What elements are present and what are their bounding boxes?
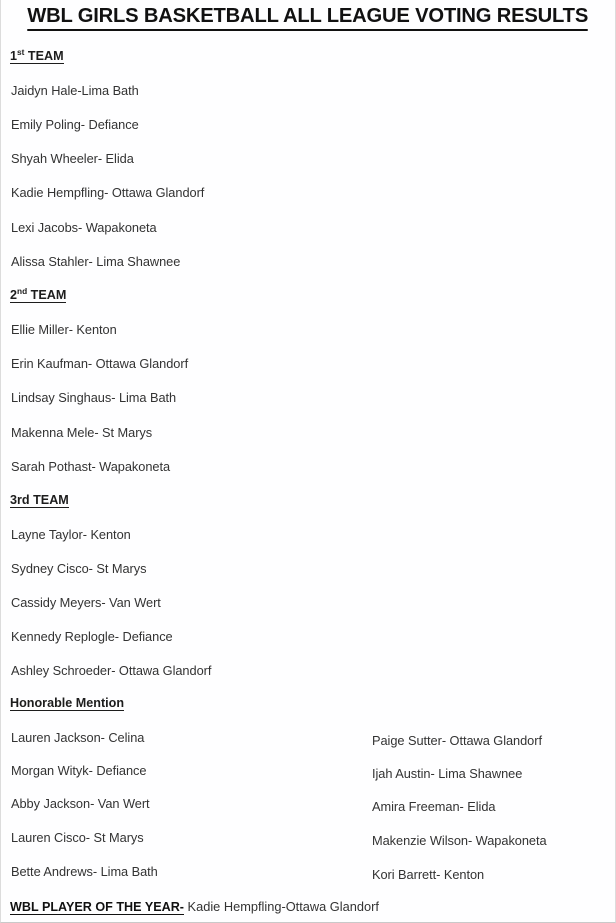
page-title [1, 4, 615, 31]
list-item: Jaidyn Hale-Lima Bath [11, 83, 139, 98]
list-item: Shyah Wheeler- Elida [11, 151, 134, 166]
section-heading-rest: TEAM [24, 49, 64, 63]
list-item: Cassidy Meyers- Van Wert [11, 595, 161, 610]
list-item: Abby Jackson- Van Wert [11, 796, 150, 811]
player-of-the-year-value: Kadie Hempfling-Ottawa Glandorf [184, 899, 379, 914]
list-item: Paige Sutter- Ottawa Glandorf [372, 733, 542, 748]
list-item: Lexi Jacobs- Wapakoneta [11, 220, 157, 235]
list-item: Lindsay Singhaus- Lima Bath [11, 390, 177, 405]
section-heading-number: 3rd [10, 493, 30, 507]
list-item: Makenna Mele- St Marys [11, 425, 153, 440]
list-item: Morgan Wityk- Defiance [11, 763, 147, 778]
section-heading-number: 2 [10, 288, 18, 302]
section-heading-honorable-mention [10, 696, 124, 711]
section-heading-rest: TEAM [27, 288, 67, 302]
player-of-the-year [10, 899, 379, 914]
page-title-text: WBL GIRLS BASKETBALL ALL LEAGUE VOTING RESULTS [28, 4, 589, 31]
list-item: Ellie Miller- Kenton [11, 322, 117, 337]
list-item: Ijah Austin- Lima Shawnee [372, 766, 523, 781]
section-heading-number: 1 [10, 49, 18, 63]
section-heading-second-team [10, 285, 67, 303]
list-item: Lauren Jackson- Celina [11, 730, 145, 745]
list-item: Makenzie Wilson- Wapakoneta [372, 833, 547, 848]
section-heading-honorable-mention-text: Honorable Mention [10, 696, 125, 710]
player-of-the-year-label: WBL PLAYER OF THE YEAR- [10, 900, 184, 914]
list-item: Sydney Cisco- St Marys [11, 561, 147, 576]
section-heading-rest: TEAM [29, 493, 69, 507]
list-item: Kori Barrett- Kenton [372, 867, 485, 882]
list-item: Ashley Schroeder- Ottawa Glandorf [11, 663, 212, 678]
list-item: Bette Andrews- Lima Bath [11, 864, 158, 879]
list-item: Kadie Hempfling- Ottawa Glandorf [11, 185, 205, 200]
list-item: Alissa Stahler- Lima Shawnee [11, 254, 181, 269]
list-item: Erin Kaufman- Ottawa Glandorf [11, 356, 189, 371]
section-heading-first-team [10, 46, 64, 64]
list-item: Amira Freeman- Elida [372, 799, 496, 814]
list-item: Sarah Pothast- Wapakoneta [11, 459, 171, 474]
section-heading-ordinal: st [17, 46, 25, 57]
list-item: Lauren Cisco- St Marys [11, 830, 144, 845]
list-item: Layne Taylor- Kenton [11, 527, 131, 542]
section-heading-third-team [10, 493, 69, 508]
list-item: Emily Poling- Defiance [11, 117, 139, 132]
section-heading-ordinal: nd [17, 285, 28, 296]
list-item: Kennedy Replogle- Defiance [11, 629, 173, 644]
